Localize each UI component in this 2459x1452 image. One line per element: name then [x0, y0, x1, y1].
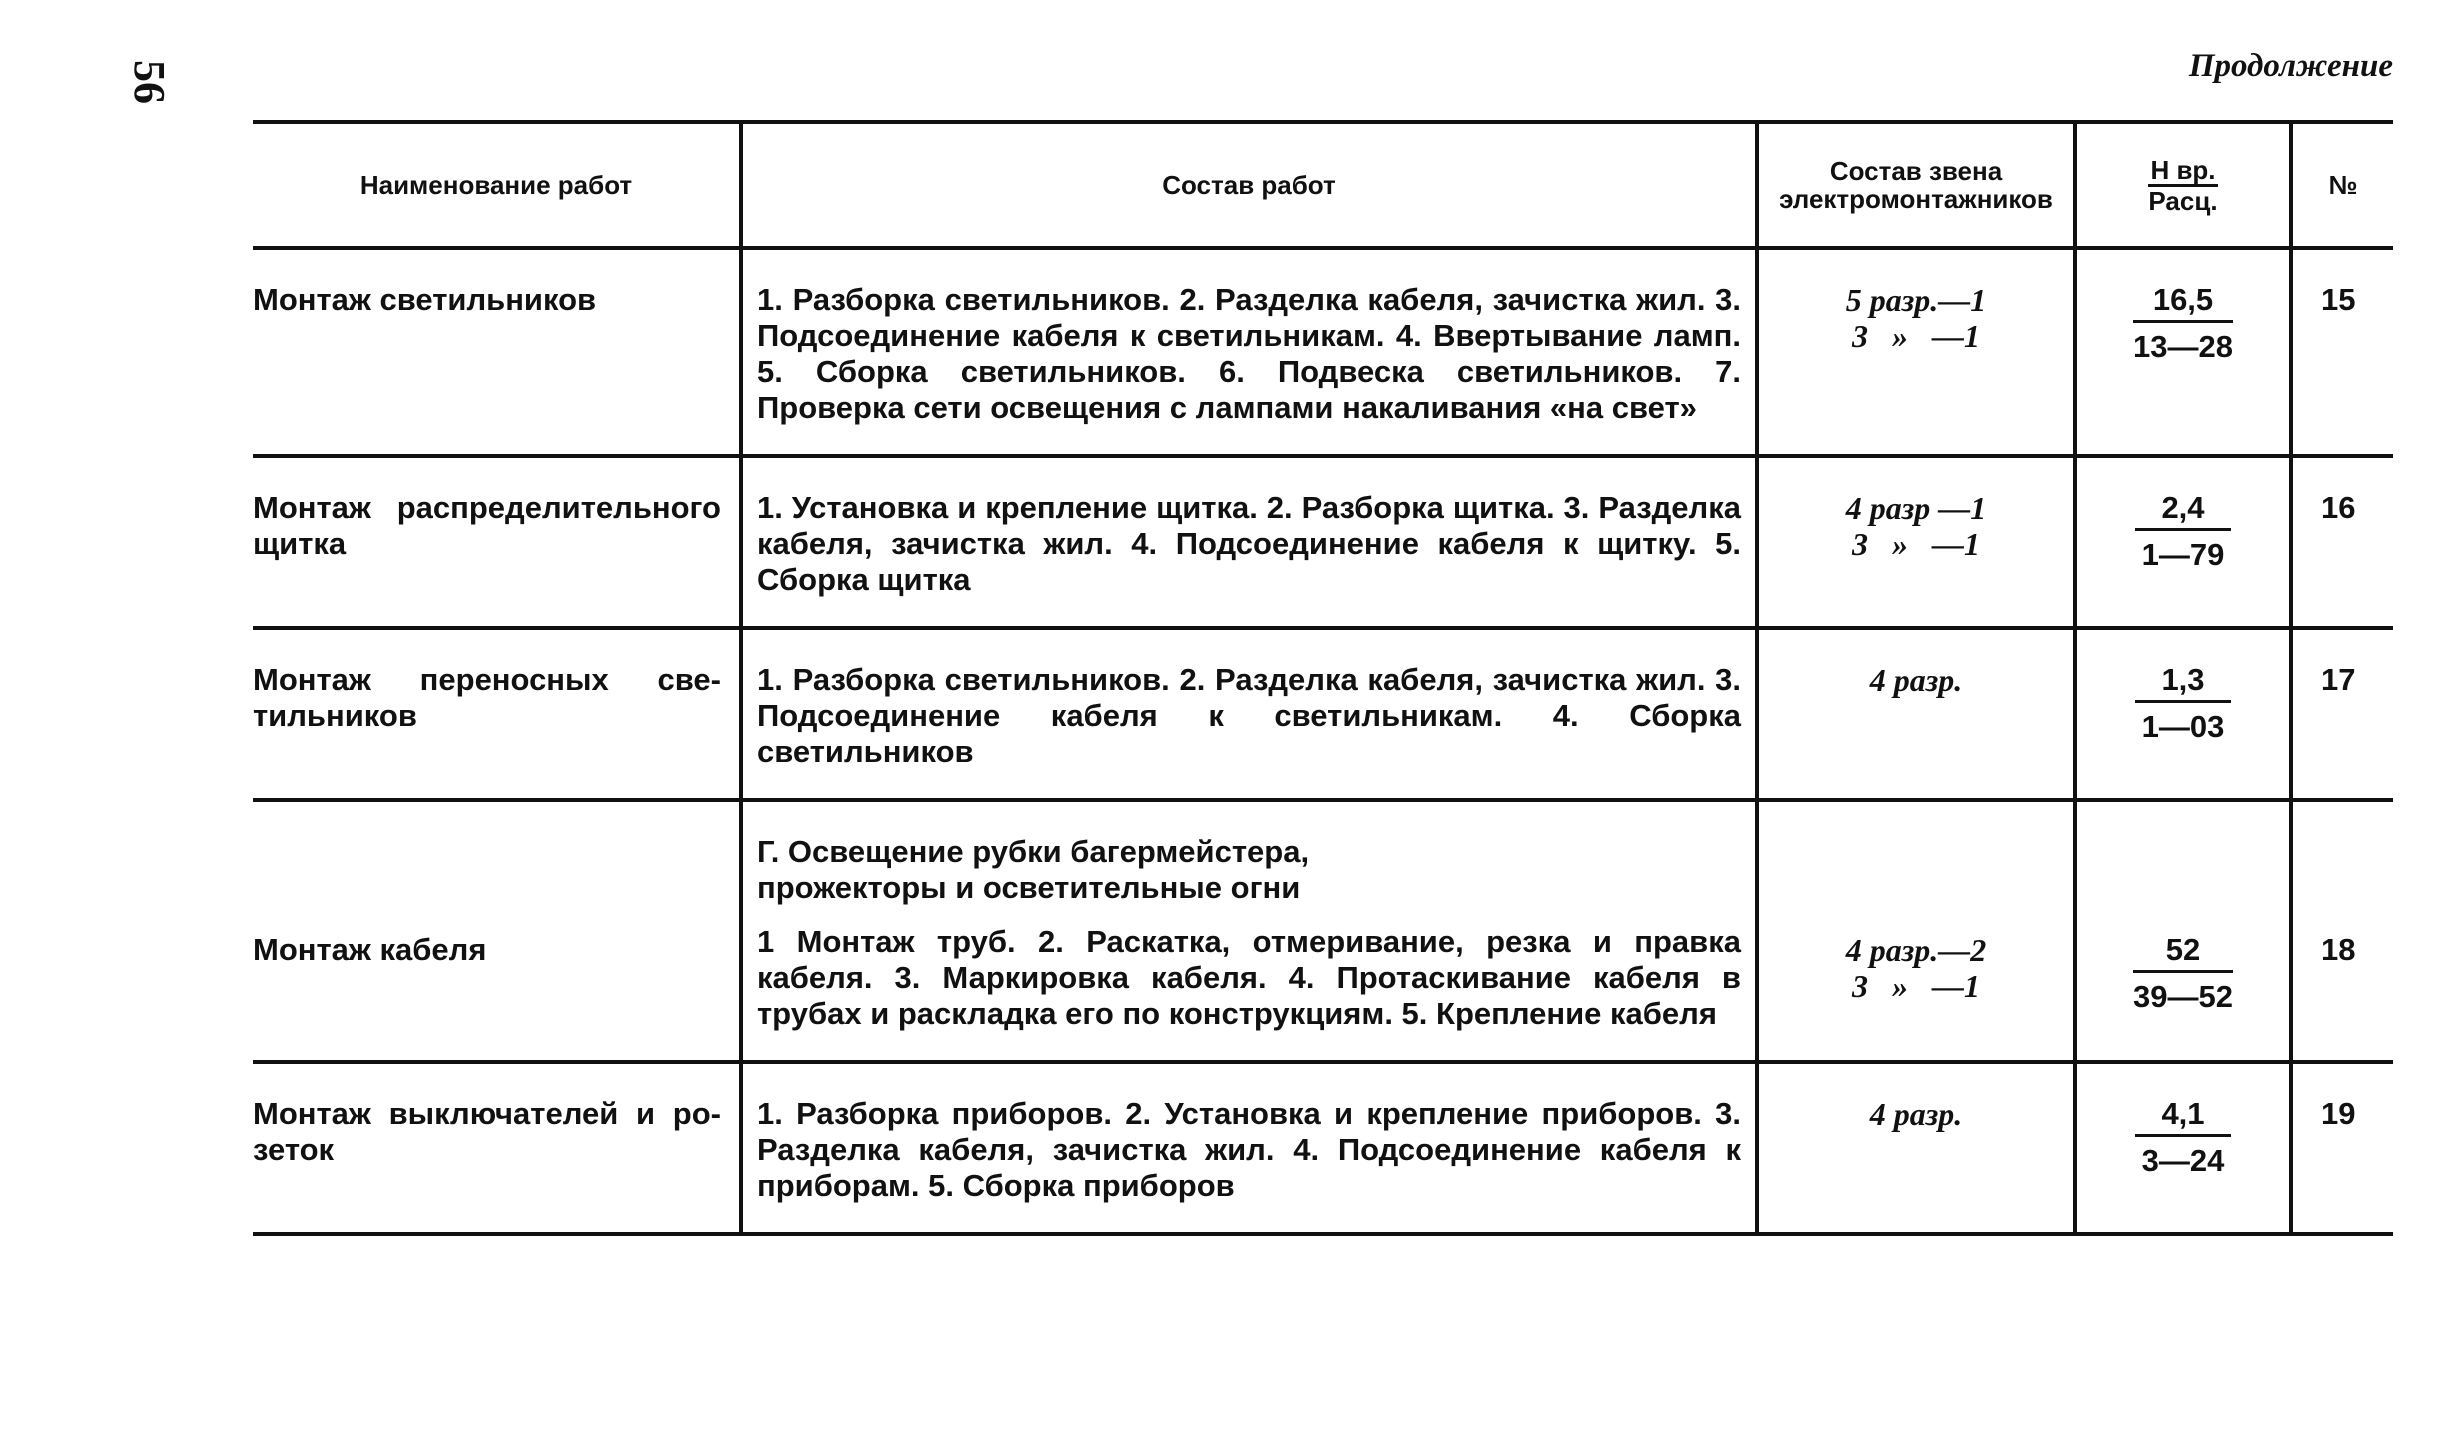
header-num: № [2291, 122, 2393, 248]
row-name: Монтаж выключателей и розеток [253, 1062, 741, 1234]
row-name-text: Монтаж кабеля [253, 932, 487, 967]
row-rate [2075, 1062, 2291, 1234]
row-name: Монтаж светильников [253, 248, 741, 456]
rate-price: 39—52 [2133, 979, 2233, 1014]
row-content: 1. Разборка светильников. 2. Разделка кабеля, зачистка жил. 3. Подсоединение кабеля к светильникам. 4. Сборка светильников [741, 628, 1757, 800]
row-content: 1. Разборка светильников. 2. Разделка кабеля, зачистка жил. 3. Подсоединение кабеля к светильникам. 4. Ввертывание ламп. 5. Сборка светильников. 6. Подвеска светильников. 7. Проверка сети освещения с лампами накаливания «на свет» [741, 248, 1757, 456]
page-number: 56 [125, 60, 174, 104]
row-rate [2075, 456, 2291, 628]
crew-line: 5 разр.—1 [1845, 282, 1987, 318]
table-row [253, 456, 2393, 628]
row-number [2291, 800, 2393, 1062]
continuation-label: Продолжение [2188, 48, 2393, 84]
row-content: 1. Разборка приборов. 2. Установка и крепление приборов. 3. Разделка кабеля, зачистка жил. 4. Подсоединение кабеля к приборам. 5. Сборка приборов [741, 1062, 1757, 1234]
row-content [741, 800, 1757, 1062]
crew-line: 4 разр. [1869, 662, 1963, 698]
row-name: Монтаж распределительного щитка [253, 456, 741, 628]
crew-line: 3 » —1 [1852, 318, 1980, 354]
row-rate [2075, 248, 2291, 456]
table-row [253, 628, 2393, 800]
rate-norm: 4,1 [2135, 1096, 2231, 1137]
table-row [253, 1062, 2393, 1234]
rate-norm: 52 [2133, 932, 2233, 973]
header-name: Наименование работ [253, 122, 741, 248]
row-crew [1757, 248, 2075, 456]
rate-price: 13—28 [2133, 329, 2233, 364]
table-row [253, 248, 2393, 456]
header-rate-top: Н вр. [2148, 156, 2217, 187]
crew-line: 3 » —1 [1852, 968, 1980, 1004]
row-name [253, 800, 741, 1062]
rate-norm: 1,3 [2135, 662, 2231, 703]
header-rate-bottom: Расц. [2148, 185, 2218, 216]
crew-line: 4 разр —1 [1845, 490, 1987, 526]
row-rate [2075, 800, 2291, 1062]
section-title-line-1: Г. Освещение рубки багермейстера, [757, 834, 1310, 869]
row-number: 17 [2291, 628, 2393, 800]
table-row [253, 800, 2393, 1062]
table-header-row [253, 122, 2393, 248]
row-content-text: 1 Монтаж труб. 2. Раскатка, отмеривание, резка и правка кабеля. 3. Маркировка кабеля. 4. Протаскивание кабеля в трубах и раскладка его по конструкциям. 5. Крепление кабеля [757, 924, 1741, 1031]
header-crew: Состав звена электромонтажников [1757, 122, 2075, 248]
crew-line: 4 разр. [1869, 1096, 1963, 1132]
row-number: 16 [2291, 456, 2393, 628]
row-content: 1. Установка и крепление щитка. 2. Разборка щитка. 3. Разделка кабеля, зачистка жил. 4. Подсоединение кабеля к щиткy. 5. Сборка щитка [741, 456, 1757, 628]
row-number: 19 [2291, 1062, 2393, 1234]
row-rate [2075, 628, 2291, 800]
row-crew [1757, 456, 2075, 628]
row-name: Монтаж переносных светильников [253, 628, 741, 800]
crew-line: 4 разр.—2 [1845, 932, 1987, 968]
row-number: 15 [2291, 248, 2393, 456]
row-crew [1757, 1062, 2075, 1234]
rate-price: 3—24 [2141, 1143, 2225, 1178]
header-content: Состав работ [741, 122, 1757, 248]
header-rate [2075, 122, 2291, 248]
rate-price: 1—79 [2141, 537, 2225, 572]
row-crew [1757, 800, 2075, 1062]
section-title [757, 834, 1741, 906]
row-number-text: 18 [2321, 932, 2356, 967]
rate-price: 1—03 [2141, 709, 2225, 744]
rate-norm: 2,4 [2135, 490, 2231, 531]
row-crew [1757, 628, 2075, 800]
rate-norm: 16,5 [2133, 282, 2233, 323]
works-table [253, 120, 2393, 1236]
crew-line: 3 » —1 [1852, 526, 1980, 562]
section-title-line-2: прожекторы и осветительные огни [757, 870, 1301, 905]
